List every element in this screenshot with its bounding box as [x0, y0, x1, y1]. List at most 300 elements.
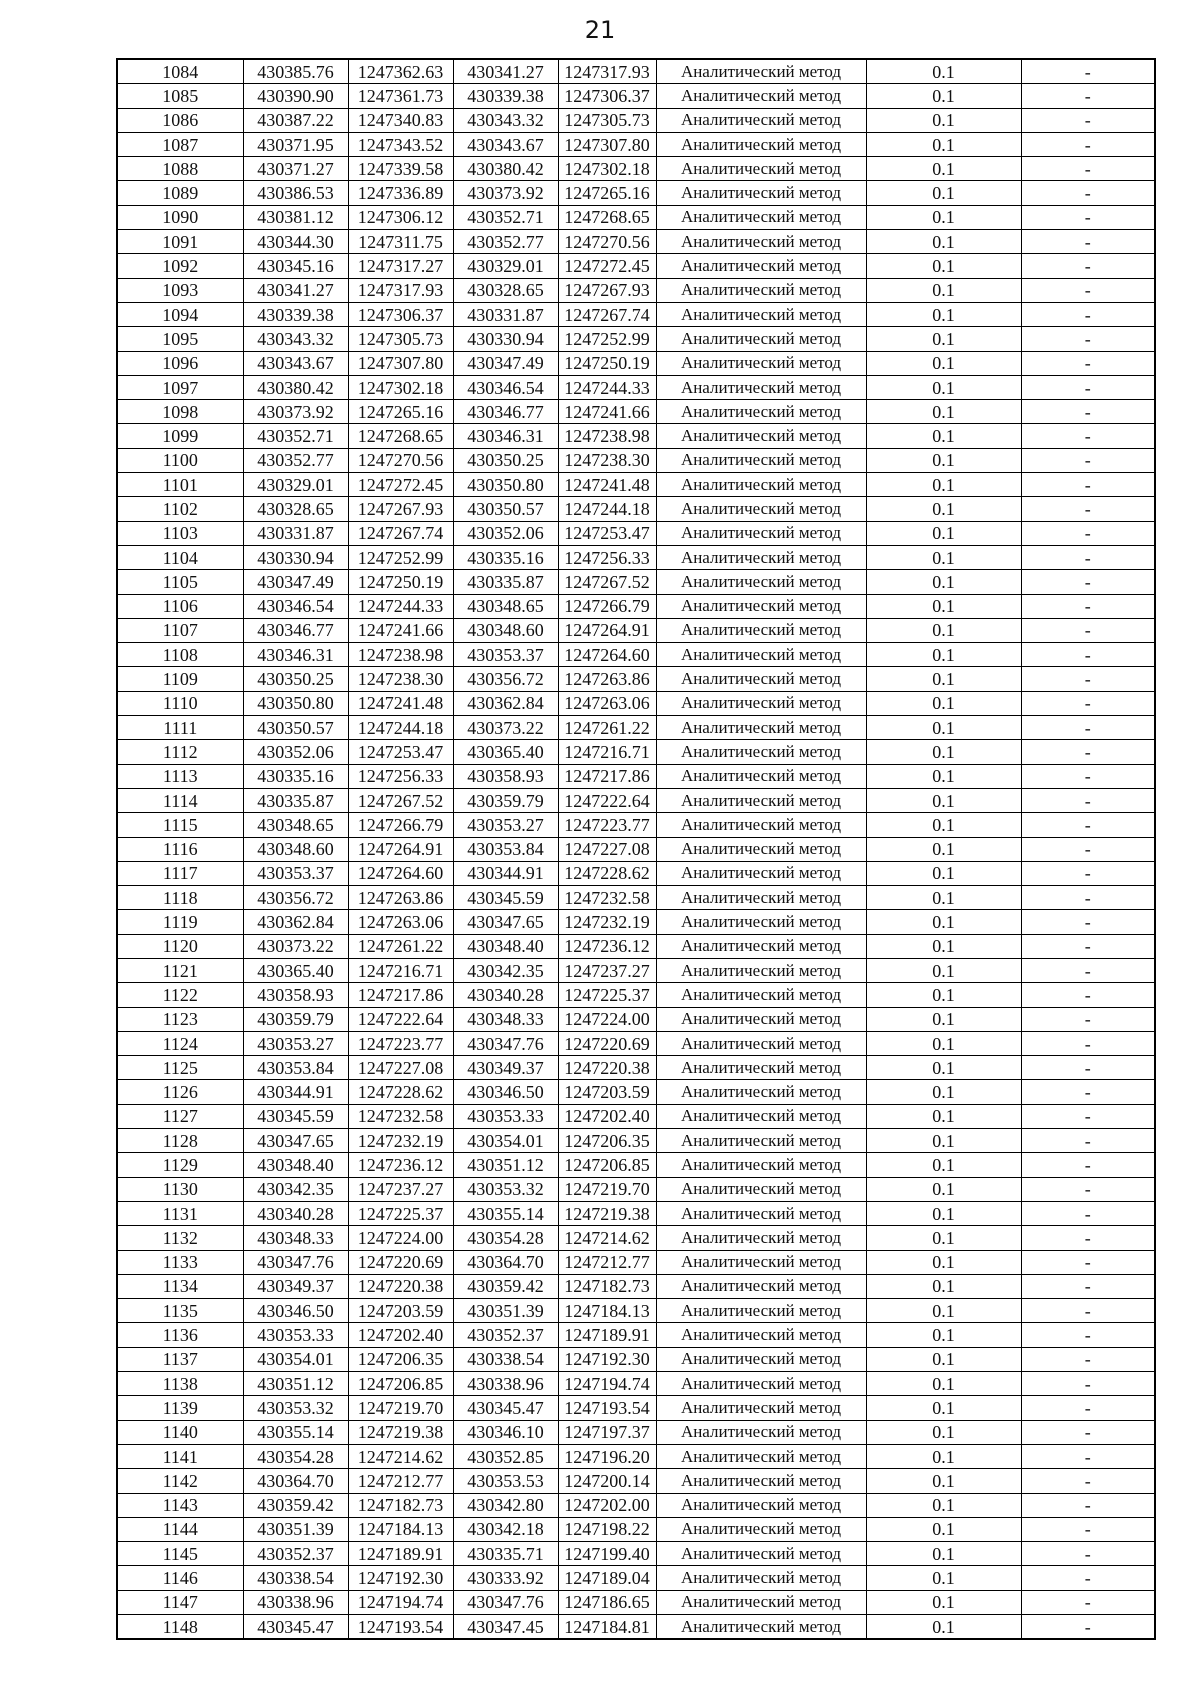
y1-cell: 1247266.79 — [348, 813, 453, 837]
x1-cell: 430344.30 — [243, 230, 348, 254]
y2-cell: 1247238.30 — [558, 448, 656, 472]
x1-cell: 430371.27 — [243, 157, 348, 181]
x2-cell: 430347.76 — [453, 1590, 558, 1614]
y2-cell: 1247212.77 — [558, 1250, 656, 1274]
point-number-cell: 1117 — [117, 861, 243, 885]
method-cell: Аналитический метод — [656, 1372, 866, 1396]
x2-cell: 430350.80 — [453, 473, 558, 497]
y2-cell: 1247237.27 — [558, 958, 656, 982]
note-cell: - — [1021, 910, 1155, 934]
point-number-cell: 1131 — [117, 1201, 243, 1225]
accuracy-cell: 0.1 — [866, 1372, 1021, 1396]
accuracy-cell: 0.1 — [866, 1056, 1021, 1080]
table-row — [117, 108, 1155, 132]
accuracy-cell: 0.1 — [866, 886, 1021, 910]
accuracy-cell: 0.1 — [866, 254, 1021, 278]
table-row — [117, 1566, 1155, 1590]
y2-cell: 1247264.60 — [558, 643, 656, 667]
accuracy-cell: 0.1 — [866, 278, 1021, 302]
note-cell: - — [1021, 716, 1155, 740]
x2-cell: 430353.32 — [453, 1177, 558, 1201]
point-number-cell: 1102 — [117, 497, 243, 521]
x1-cell: 430348.33 — [243, 1226, 348, 1250]
note-cell: - — [1021, 837, 1155, 861]
point-number-cell: 1147 — [117, 1590, 243, 1614]
method-cell: Аналитический метод — [656, 861, 866, 885]
y1-cell: 1247189.91 — [348, 1542, 453, 1566]
x1-cell: 430338.54 — [243, 1566, 348, 1590]
table-row — [117, 1056, 1155, 1080]
note-cell: - — [1021, 1469, 1155, 1493]
y1-cell: 1247267.52 — [348, 788, 453, 812]
x2-cell: 430335.71 — [453, 1542, 558, 1566]
method-cell: Аналитический метод — [656, 837, 866, 861]
x1-cell: 430354.01 — [243, 1347, 348, 1371]
accuracy-cell: 0.1 — [866, 1469, 1021, 1493]
y2-cell: 1247223.77 — [558, 813, 656, 837]
table-row — [117, 1153, 1155, 1177]
note-cell: - — [1021, 59, 1155, 84]
y1-cell: 1247244.18 — [348, 716, 453, 740]
x2-cell: 430330.94 — [453, 327, 558, 351]
accuracy-cell: 0.1 — [866, 570, 1021, 594]
y1-cell: 1247317.93 — [348, 278, 453, 302]
x2-cell: 430373.92 — [453, 181, 558, 205]
note-cell: - — [1021, 497, 1155, 521]
x1-cell: 430353.33 — [243, 1323, 348, 1347]
method-cell: Аналитический метод — [656, 643, 866, 667]
note-cell: - — [1021, 1493, 1155, 1517]
point-number-cell: 1141 — [117, 1444, 243, 1468]
point-number-cell: 1091 — [117, 230, 243, 254]
point-number-cell: 1138 — [117, 1372, 243, 1396]
x2-cell: 430335.87 — [453, 570, 558, 594]
y1-cell: 1247220.69 — [348, 1250, 453, 1274]
y2-cell: 1247227.08 — [558, 837, 656, 861]
y1-cell: 1247252.99 — [348, 545, 453, 569]
y1-cell: 1247265.16 — [348, 400, 453, 424]
x2-cell: 430346.31 — [453, 424, 558, 448]
x2-cell: 430338.96 — [453, 1372, 558, 1396]
x2-cell: 430352.85 — [453, 1444, 558, 1468]
x2-cell: 430346.54 — [453, 375, 558, 399]
x2-cell: 430359.42 — [453, 1274, 558, 1298]
table-row — [117, 302, 1155, 326]
accuracy-cell: 0.1 — [866, 1566, 1021, 1590]
x2-cell: 430349.37 — [453, 1056, 558, 1080]
accuracy-cell: 0.1 — [866, 643, 1021, 667]
x2-cell: 430345.47 — [453, 1396, 558, 1420]
method-cell: Аналитический метод — [656, 1420, 866, 1444]
method-cell: Аналитический метод — [656, 254, 866, 278]
y1-cell: 1247264.91 — [348, 837, 453, 861]
y2-cell: 1247241.66 — [558, 400, 656, 424]
table-row — [117, 764, 1155, 788]
x2-cell: 430342.18 — [453, 1517, 558, 1541]
y1-cell: 1247206.85 — [348, 1372, 453, 1396]
table-row — [117, 618, 1155, 642]
x2-cell: 430362.84 — [453, 691, 558, 715]
table-row — [117, 448, 1155, 472]
y1-cell: 1247232.19 — [348, 1129, 453, 1153]
note-cell: - — [1021, 861, 1155, 885]
method-cell: Аналитический метод — [656, 59, 866, 84]
y1-cell: 1247237.27 — [348, 1177, 453, 1201]
y2-cell: 1247189.04 — [558, 1566, 656, 1590]
method-cell: Аналитический метод — [656, 1493, 866, 1517]
x1-cell: 430365.40 — [243, 958, 348, 982]
point-number-cell: 1088 — [117, 157, 243, 181]
table-row — [117, 788, 1155, 812]
note-cell: - — [1021, 132, 1155, 156]
method-cell: Аналитический метод — [656, 1323, 866, 1347]
point-number-cell: 1146 — [117, 1566, 243, 1590]
point-number-cell: 1129 — [117, 1153, 243, 1177]
y1-cell: 1247220.38 — [348, 1274, 453, 1298]
x2-cell: 430346.77 — [453, 400, 558, 424]
note-cell: - — [1021, 254, 1155, 278]
x2-cell: 430355.14 — [453, 1201, 558, 1225]
x2-cell: 430347.76 — [453, 1031, 558, 1055]
table-row — [117, 716, 1155, 740]
accuracy-cell: 0.1 — [866, 813, 1021, 837]
y2-cell: 1247244.33 — [558, 375, 656, 399]
y2-cell: 1247198.22 — [558, 1517, 656, 1541]
y2-cell: 1247268.65 — [558, 205, 656, 229]
note-cell: - — [1021, 545, 1155, 569]
accuracy-cell: 0.1 — [866, 400, 1021, 424]
note-cell: - — [1021, 1153, 1155, 1177]
y1-cell: 1247225.37 — [348, 1201, 453, 1225]
y1-cell: 1247223.77 — [348, 1031, 453, 1055]
y2-cell: 1247256.33 — [558, 545, 656, 569]
x1-cell: 430329.01 — [243, 473, 348, 497]
x2-cell: 430352.71 — [453, 205, 558, 229]
accuracy-cell: 0.1 — [866, 59, 1021, 84]
y1-cell: 1247241.66 — [348, 618, 453, 642]
x2-cell: 430328.65 — [453, 278, 558, 302]
method-cell: Аналитический метод — [656, 1517, 866, 1541]
x1-cell: 430371.95 — [243, 132, 348, 156]
y2-cell: 1247264.91 — [558, 618, 656, 642]
table-row — [117, 910, 1155, 934]
y1-cell: 1247193.54 — [348, 1615, 453, 1640]
y2-cell: 1247232.58 — [558, 886, 656, 910]
accuracy-cell: 0.1 — [866, 424, 1021, 448]
y1-cell: 1247222.64 — [348, 1007, 453, 1031]
x1-cell: 430348.65 — [243, 813, 348, 837]
method-cell: Аналитический метод — [656, 157, 866, 181]
table-row — [117, 1517, 1155, 1541]
point-number-cell: 1123 — [117, 1007, 243, 1031]
accuracy-cell: 0.1 — [866, 84, 1021, 108]
y1-cell: 1247343.52 — [348, 132, 453, 156]
y1-cell: 1247361.73 — [348, 84, 453, 108]
accuracy-cell: 0.1 — [866, 1080, 1021, 1104]
y2-cell: 1247272.45 — [558, 254, 656, 278]
method-cell: Аналитический метод — [656, 1031, 866, 1055]
x2-cell: 430341.27 — [453, 59, 558, 84]
x2-cell: 430350.25 — [453, 448, 558, 472]
note-cell: - — [1021, 1299, 1155, 1323]
x2-cell: 430346.10 — [453, 1420, 558, 1444]
note-cell: - — [1021, 1129, 1155, 1153]
accuracy-cell: 0.1 — [866, 1226, 1021, 1250]
x1-cell: 430347.49 — [243, 570, 348, 594]
note-cell: - — [1021, 1056, 1155, 1080]
note-cell: - — [1021, 230, 1155, 254]
note-cell: - — [1021, 1542, 1155, 1566]
table-row — [117, 181, 1155, 205]
x2-cell: 430343.32 — [453, 108, 558, 132]
note-cell: - — [1021, 1590, 1155, 1614]
method-cell: Аналитический метод — [656, 1153, 866, 1177]
y2-cell: 1247244.18 — [558, 497, 656, 521]
method-cell: Аналитический метод — [656, 570, 866, 594]
y1-cell: 1247227.08 — [348, 1056, 453, 1080]
accuracy-cell: 0.1 — [866, 1517, 1021, 1541]
accuracy-cell: 0.1 — [866, 1129, 1021, 1153]
y2-cell: 1247265.16 — [558, 181, 656, 205]
method-cell: Аналитический метод — [656, 84, 866, 108]
accuracy-cell: 0.1 — [866, 521, 1021, 545]
x1-cell: 430341.27 — [243, 278, 348, 302]
y2-cell: 1247317.93 — [558, 59, 656, 84]
table-row — [117, 1274, 1155, 1298]
point-number-cell: 1133 — [117, 1250, 243, 1274]
accuracy-cell: 0.1 — [866, 1104, 1021, 1128]
x2-cell: 430350.57 — [453, 497, 558, 521]
method-cell: Аналитический метод — [656, 691, 866, 715]
note-cell: - — [1021, 1396, 1155, 1420]
point-number-cell: 1112 — [117, 740, 243, 764]
point-number-cell: 1115 — [117, 813, 243, 837]
y1-cell: 1247228.62 — [348, 1080, 453, 1104]
y1-cell: 1247219.70 — [348, 1396, 453, 1420]
method-cell: Аналитический метод — [656, 351, 866, 375]
method-cell: Аналитический метод — [656, 1226, 866, 1250]
x1-cell: 430386.53 — [243, 181, 348, 205]
x1-cell: 430353.27 — [243, 1031, 348, 1055]
note-cell: - — [1021, 1177, 1155, 1201]
x2-cell: 430364.70 — [453, 1250, 558, 1274]
table-row — [117, 740, 1155, 764]
x1-cell: 430351.39 — [243, 1517, 348, 1541]
method-cell: Аналитический метод — [656, 716, 866, 740]
note-cell: - — [1021, 934, 1155, 958]
point-number-cell: 1089 — [117, 181, 243, 205]
y2-cell: 1247197.37 — [558, 1420, 656, 1444]
table-row — [117, 254, 1155, 278]
table-row — [117, 375, 1155, 399]
x2-cell: 430342.80 — [453, 1493, 558, 1517]
y2-cell: 1247186.65 — [558, 1590, 656, 1614]
y1-cell: 1247256.33 — [348, 764, 453, 788]
method-cell: Аналитический метод — [656, 1056, 866, 1080]
note-cell: - — [1021, 667, 1155, 691]
note-cell: - — [1021, 886, 1155, 910]
method-cell: Аналитический метод — [656, 934, 866, 958]
table-row — [117, 473, 1155, 497]
point-number-cell: 1136 — [117, 1323, 243, 1347]
y1-cell: 1247244.33 — [348, 594, 453, 618]
table-row — [117, 1372, 1155, 1396]
note-cell: - — [1021, 521, 1155, 545]
x1-cell: 430359.79 — [243, 1007, 348, 1031]
y2-cell: 1247261.22 — [558, 716, 656, 740]
x1-cell: 430349.37 — [243, 1274, 348, 1298]
method-cell: Аналитический метод — [656, 230, 866, 254]
y2-cell: 1247194.74 — [558, 1372, 656, 1396]
table-row — [117, 1250, 1155, 1274]
point-number-cell: 1084 — [117, 59, 243, 84]
note-cell: - — [1021, 108, 1155, 132]
method-cell: Аналитический метод — [656, 302, 866, 326]
x2-cell: 430351.39 — [453, 1299, 558, 1323]
x2-cell: 430339.38 — [453, 84, 558, 108]
accuracy-cell: 0.1 — [866, 1347, 1021, 1371]
point-number-cell: 1132 — [117, 1226, 243, 1250]
table-row — [117, 861, 1155, 885]
accuracy-cell: 0.1 — [866, 1615, 1021, 1640]
x2-cell: 430352.37 — [453, 1323, 558, 1347]
table-row — [117, 1469, 1155, 1493]
point-number-cell: 1118 — [117, 886, 243, 910]
method-cell: Аналитический метод — [656, 910, 866, 934]
point-number-cell: 1107 — [117, 618, 243, 642]
accuracy-cell: 0.1 — [866, 594, 1021, 618]
method-cell: Аналитический метод — [656, 278, 866, 302]
y2-cell: 1247267.74 — [558, 302, 656, 326]
point-number-cell: 1090 — [117, 205, 243, 229]
table-row — [117, 327, 1155, 351]
method-cell: Аналитический метод — [656, 1615, 866, 1640]
point-number-cell: 1127 — [117, 1104, 243, 1128]
x2-cell: 430358.93 — [453, 764, 558, 788]
method-cell: Аналитический метод — [656, 667, 866, 691]
point-number-cell: 1116 — [117, 837, 243, 861]
method-cell: Аналитический метод — [656, 1201, 866, 1225]
note-cell: - — [1021, 1615, 1155, 1640]
table-row — [117, 983, 1155, 1007]
table-row — [117, 1444, 1155, 1468]
x1-cell: 430346.50 — [243, 1299, 348, 1323]
y2-cell: 1247189.91 — [558, 1323, 656, 1347]
note-cell: - — [1021, 448, 1155, 472]
table-row — [117, 1007, 1155, 1031]
x2-cell: 430354.28 — [453, 1226, 558, 1250]
method-cell: Аналитический метод — [656, 1566, 866, 1590]
method-cell: Аналитический метод — [656, 958, 866, 982]
y2-cell: 1247203.59 — [558, 1080, 656, 1104]
y1-cell: 1247311.75 — [348, 230, 453, 254]
point-number-cell: 1148 — [117, 1615, 243, 1640]
table-row — [117, 1104, 1155, 1128]
accuracy-cell: 0.1 — [866, 910, 1021, 934]
point-number-cell: 1139 — [117, 1396, 243, 1420]
y2-cell: 1247192.30 — [558, 1347, 656, 1371]
y1-cell: 1247236.12 — [348, 1153, 453, 1177]
point-number-cell: 1130 — [117, 1177, 243, 1201]
point-number-cell: 1099 — [117, 424, 243, 448]
accuracy-cell: 0.1 — [866, 1542, 1021, 1566]
accuracy-cell: 0.1 — [866, 1031, 1021, 1055]
x2-cell: 430347.49 — [453, 351, 558, 375]
accuracy-cell: 0.1 — [866, 375, 1021, 399]
point-number-cell: 1101 — [117, 473, 243, 497]
note-cell: - — [1021, 278, 1155, 302]
y1-cell: 1247307.80 — [348, 351, 453, 375]
table-row — [117, 1420, 1155, 1444]
accuracy-cell: 0.1 — [866, 1299, 1021, 1323]
note-cell: - — [1021, 1347, 1155, 1371]
table-row — [117, 691, 1155, 715]
x1-cell: 430338.96 — [243, 1590, 348, 1614]
method-cell: Аналитический метод — [656, 740, 866, 764]
y1-cell: 1247203.59 — [348, 1299, 453, 1323]
method-cell: Аналитический метод — [656, 327, 866, 351]
note-cell: - — [1021, 473, 1155, 497]
method-cell: Аналитический метод — [656, 1396, 866, 1420]
note-cell: - — [1021, 643, 1155, 667]
note-cell: - — [1021, 327, 1155, 351]
y1-cell: 1247206.35 — [348, 1347, 453, 1371]
table-row — [117, 643, 1155, 667]
x1-cell: 430345.47 — [243, 1615, 348, 1640]
accuracy-cell: 0.1 — [866, 618, 1021, 642]
table-row — [117, 59, 1155, 84]
y1-cell: 1247264.60 — [348, 861, 453, 885]
accuracy-cell: 0.1 — [866, 302, 1021, 326]
y1-cell: 1247194.74 — [348, 1590, 453, 1614]
table-row — [117, 157, 1155, 181]
y2-cell: 1247306.37 — [558, 84, 656, 108]
point-number-cell: 1108 — [117, 643, 243, 667]
note-cell: - — [1021, 958, 1155, 982]
point-number-cell: 1092 — [117, 254, 243, 278]
method-cell: Аналитический метод — [656, 1104, 866, 1128]
point-number-cell: 1144 — [117, 1517, 243, 1541]
table-row — [117, 1080, 1155, 1104]
table-row — [117, 1542, 1155, 1566]
table-row — [117, 1323, 1155, 1347]
point-number-cell: 1085 — [117, 84, 243, 108]
x2-cell: 430352.77 — [453, 230, 558, 254]
point-number-cell: 1122 — [117, 983, 243, 1007]
accuracy-cell: 0.1 — [866, 1274, 1021, 1298]
method-cell: Аналитический метод — [656, 448, 866, 472]
method-cell: Аналитический метод — [656, 1347, 866, 1371]
y2-cell: 1247263.86 — [558, 667, 656, 691]
accuracy-cell: 0.1 — [866, 1250, 1021, 1274]
x1-cell: 430364.70 — [243, 1469, 348, 1493]
y1-cell: 1247202.40 — [348, 1323, 453, 1347]
y2-cell: 1247220.69 — [558, 1031, 656, 1055]
x1-cell: 430346.31 — [243, 643, 348, 667]
note-cell: - — [1021, 1420, 1155, 1444]
table-row — [117, 424, 1155, 448]
point-number-cell: 1137 — [117, 1347, 243, 1371]
table-row — [117, 400, 1155, 424]
method-cell: Аналитический метод — [656, 1444, 866, 1468]
x1-cell: 430347.76 — [243, 1250, 348, 1274]
y2-cell: 1247219.38 — [558, 1201, 656, 1225]
method-cell: Аналитический метод — [656, 983, 866, 1007]
y2-cell: 1247206.85 — [558, 1153, 656, 1177]
point-number-cell: 1087 — [117, 132, 243, 156]
x2-cell: 430340.28 — [453, 983, 558, 1007]
table-row — [117, 230, 1155, 254]
